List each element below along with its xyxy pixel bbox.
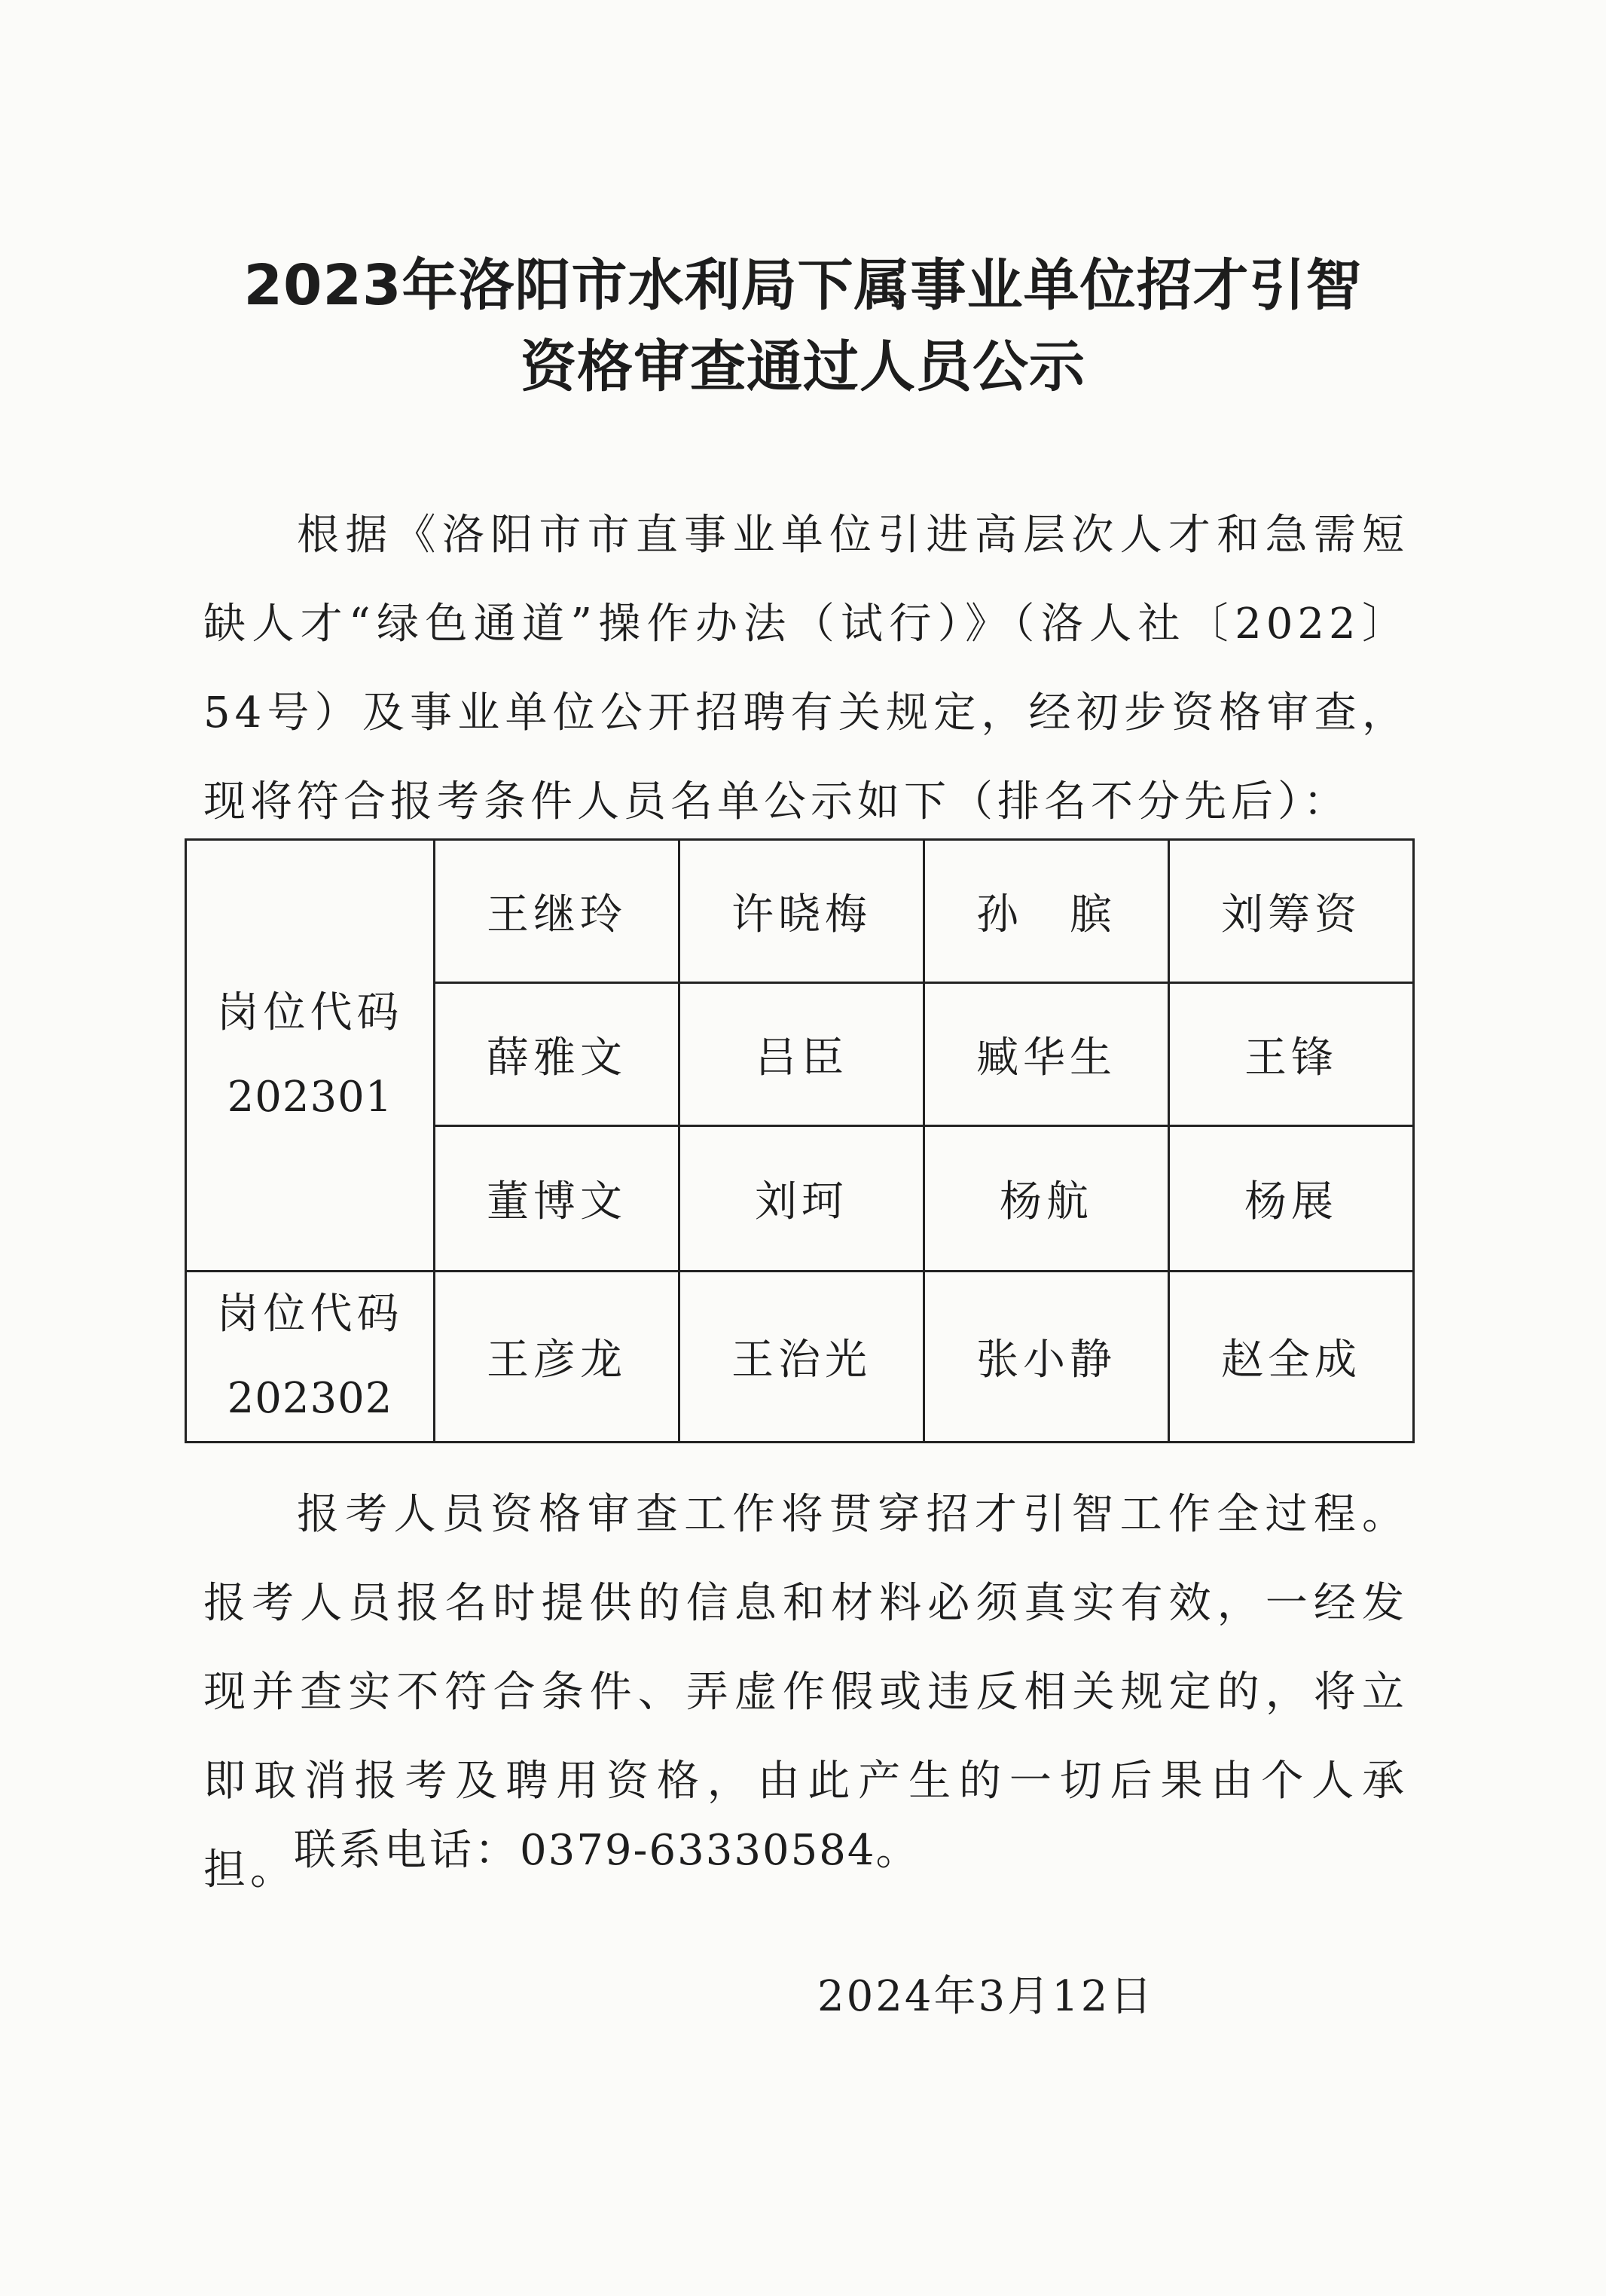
name-cell: 吕臣 xyxy=(679,983,924,1126)
name-cell: 赵全成 xyxy=(1169,1272,1414,1443)
publish-date: 2024年3月12日 xyxy=(817,1972,1155,2021)
name-cell: 王锋 xyxy=(1169,983,1414,1126)
name-cell: 许晓梅 xyxy=(679,840,924,983)
name-cell: 王治光 xyxy=(679,1272,924,1443)
position-cell-202302 xyxy=(186,1272,435,1443)
position-label: 岗位代码 xyxy=(216,1290,404,1339)
name-cell: 刘筹资 xyxy=(1169,840,1414,983)
name-cell: 孙 膑 xyxy=(924,840,1169,983)
title-line-2: 资格审查通过人员公示 xyxy=(521,334,1085,399)
table-row xyxy=(186,840,1414,983)
contact-label: 联系电话： xyxy=(294,1826,520,1875)
name-cell: 张小静 xyxy=(924,1272,1169,1443)
position-label: 岗位代码 xyxy=(216,988,404,1037)
name-cell: 薛雅文 xyxy=(435,983,679,1126)
contact-phone: 0379-63330584。 xyxy=(520,1826,920,1875)
name-cell: 王继玲 xyxy=(435,840,679,983)
notice-paragraph: 报考人员资格审查工作将贯穿招才引智工作全过程。报考人员报名时提供的信息和材料必须真实有效，一经发现并查实不符合条件、弄虚作假或违反相关规定的，将立即取消报考及聘用资格，由此产生的一切后果由个人承担。 xyxy=(203,1490,1409,1895)
intro-paragraph: 根据《洛阳市市直事业单位引进高层次人才和急需短缺人才“绿色通道”操作办法（试行）》（洛人社〔2022〕54号）及事业单位公开招聘有关规定，经初步资格审查，现将符合报考条件人员名单公示如下（排名不分先后）： xyxy=(203,511,1409,826)
title-line-1: 2023年洛阳市水利局下属事业单位招才引智 xyxy=(243,253,1363,318)
position-cell-202301 xyxy=(186,840,435,1272)
name-cell: 王彦龙 xyxy=(435,1272,679,1443)
roster-table xyxy=(185,838,1415,1443)
table-row xyxy=(186,1272,1414,1443)
name-cell: 臧华生 xyxy=(924,983,1169,1126)
contact-line xyxy=(294,1817,919,1877)
name-cell: 董博文 xyxy=(435,1126,679,1272)
name-cell: 杨展 xyxy=(1169,1126,1414,1272)
position-code: 202301 xyxy=(227,1073,393,1122)
name-cell: 杨航 xyxy=(924,1126,1169,1272)
name-cell: 刘珂 xyxy=(679,1126,924,1272)
position-code: 202302 xyxy=(227,1374,393,1423)
